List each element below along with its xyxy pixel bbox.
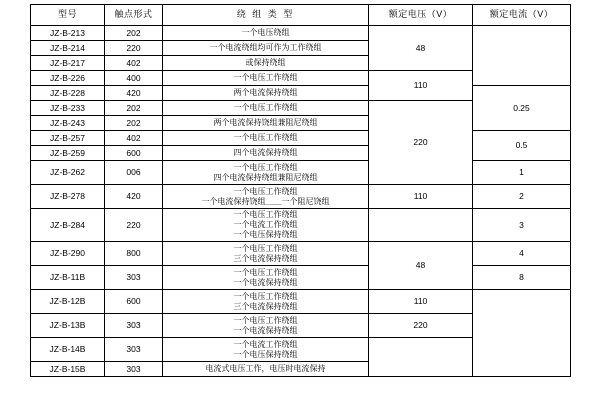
winding-line: 一个电压工作绕组 [233,73,298,83]
cell-winding-type [163,266,369,290]
cell-rated-current: 0.5 [473,131,571,161]
cell-contact-type: 202 [105,101,163,116]
cell-contact-type: 420 [105,185,163,209]
cell-winding-type [163,56,369,71]
cell-model: JZ-B-259 [31,146,105,161]
cell-model: JZ-B-226 [31,71,105,86]
cell-model: JZ-B-290 [31,242,105,266]
table-header-row [31,5,571,26]
cell-rated-voltage: 48 [369,26,473,71]
cell-contact-type: 006 [105,161,163,185]
cell-rated-voltage: 220 [369,101,473,185]
cell-rated-voltage: 110 [369,71,473,101]
winding-line: 一个电压工作绕组 [233,186,298,196]
table-row [31,161,571,185]
cell-rated-current [473,290,571,377]
cell-contact-type: 800 [105,242,163,266]
table-row [31,185,571,209]
header-voltage: 额定电压（V） [369,5,473,26]
cell-model: JZ-B-13B [31,314,105,338]
winding-line: 一个电流保持饶组＿＿一个阻尼饶组 [201,196,330,206]
winding-line: 一个电压工作绕组 [233,210,298,220]
cell-model: JZ-B-11B [31,266,105,290]
winding-line: 四个电流保持绕组兼阻尼绕组 [213,172,318,182]
specification-table [30,4,571,377]
cell-rated-current: 0.25 [473,86,571,131]
table-row [31,290,571,314]
table-row [31,242,571,266]
cell-model: JZ-B-257 [31,131,105,146]
cell-rated-current: 8 [473,266,571,290]
winding-line: 一个电压工作绕组 [233,133,298,143]
cell-model: JZ-B-213 [31,26,105,41]
cell-rated-voltage: 110 [369,290,473,314]
cell-contact-type: 420 [105,86,163,101]
winding-line: 或保持绕组 [245,58,286,68]
winding-line: 一个电流保持绕组 [233,277,298,287]
winding-line: 一个电压工作绕组 [233,315,298,325]
cell-model: JZ-B-14B [31,338,105,362]
cell-winding-type [163,161,369,185]
cell-rated-current [473,26,571,86]
cell-rated-current: 2 [473,185,571,209]
winding-line: 一个电压工作绕组 [233,291,298,301]
table-row [31,266,571,290]
header-contact: 触点形式 [105,5,163,26]
cell-model: JZ-B-217 [31,56,105,71]
cell-winding-type [163,362,369,377]
cell-rated-voltage [369,338,473,377]
cell-rated-voltage [369,209,473,242]
cell-contact-type: 303 [105,338,163,362]
cell-contact-type: 220 [105,41,163,56]
cell-winding-type [163,185,369,209]
cell-contact-type: 303 [105,362,163,377]
winding-line: 一个电压保持绕组 [233,349,298,359]
cell-winding-type [163,242,369,266]
cell-rated-current: 3 [473,209,571,242]
cell-model: JZ-B-214 [31,41,105,56]
cell-contact-type: 303 [105,266,163,290]
winding-line: 两个电流保持饶组兼阻尼绕组 [213,118,318,128]
cell-rated-voltage: 110 [369,185,473,209]
cell-winding-type [163,26,369,41]
cell-contact-type: 402 [105,56,163,71]
table-row [31,26,571,41]
cell-winding-type [163,314,369,338]
cell-winding-type [163,101,369,116]
cell-rated-voltage: 48 [369,242,473,290]
winding-line: 三个电流保持绕组 [233,301,298,311]
table-header [31,5,571,26]
winding-line: 一个电压工作绕组 [233,162,298,172]
cell-model: JZ-B-243 [31,116,105,131]
winding-line: 一个电流工作绕组 [233,220,298,230]
cell-rated-current: 4 [473,242,571,266]
cell-contact-type: 400 [105,71,163,86]
winding-line: 两个电流保持绕组 [233,88,298,98]
table-row [31,131,571,146]
cell-contact-type: 402 [105,131,163,146]
winding-line: 一个电压工作绕组 [233,267,298,277]
winding-line: 一个电流绕组均可作为工作绕组 [209,43,322,53]
cell-contact-type: 220 [105,209,163,242]
cell-winding-type [163,131,369,146]
winding-line: 三个电流保持绕组 [233,253,298,263]
winding-line: 电流式电压工作，电压时电流保持 [205,364,326,374]
cell-model: JZ-B-228 [31,86,105,101]
winding-line: 一个电压工作绕组 [233,103,298,113]
cell-rated-voltage: 220 [369,314,473,338]
winding-line: 四个电流保持绕组 [233,148,298,158]
header-model: 型号 [31,5,105,26]
document-page [0,4,600,404]
cell-model: JZ-B-278 [31,185,105,209]
cell-winding-type [163,209,369,242]
winding-line: 一个电压保持绕组 [233,229,298,239]
cell-contact-type: 600 [105,290,163,314]
cell-winding-type [163,71,369,86]
header-current: 额定电流（V） [473,5,571,26]
cell-model: JZ-B-262 [31,161,105,185]
winding-line: 一个电压绕组 [241,28,290,38]
cell-contact-type: 202 [105,26,163,41]
cell-rated-current: 1 [473,161,571,185]
cell-model: JZ-B-233 [31,101,105,116]
winding-line: 一个电流保持绕组 [233,325,298,335]
header-winding: 绕 组 类 型 [163,5,369,26]
cell-model: JZ-B-284 [31,209,105,242]
cell-winding-type [163,41,369,56]
table-row [31,209,571,242]
winding-line: 一个电压工作绕组 [233,243,298,253]
cell-model: JZ-B-15B [31,362,105,377]
table-body [31,26,571,377]
cell-winding-type [163,338,369,362]
winding-line: 一个电流工作绕组 [233,339,298,349]
cell-model: JZ-B-12B [31,290,105,314]
cell-winding-type [163,146,369,161]
table-row [31,86,571,101]
cell-contact-type: 600 [105,146,163,161]
cell-contact-type: 303 [105,314,163,338]
cell-winding-type [163,86,369,101]
cell-winding-type [163,116,369,131]
cell-winding-type [163,290,369,314]
cell-contact-type: 202 [105,116,163,131]
